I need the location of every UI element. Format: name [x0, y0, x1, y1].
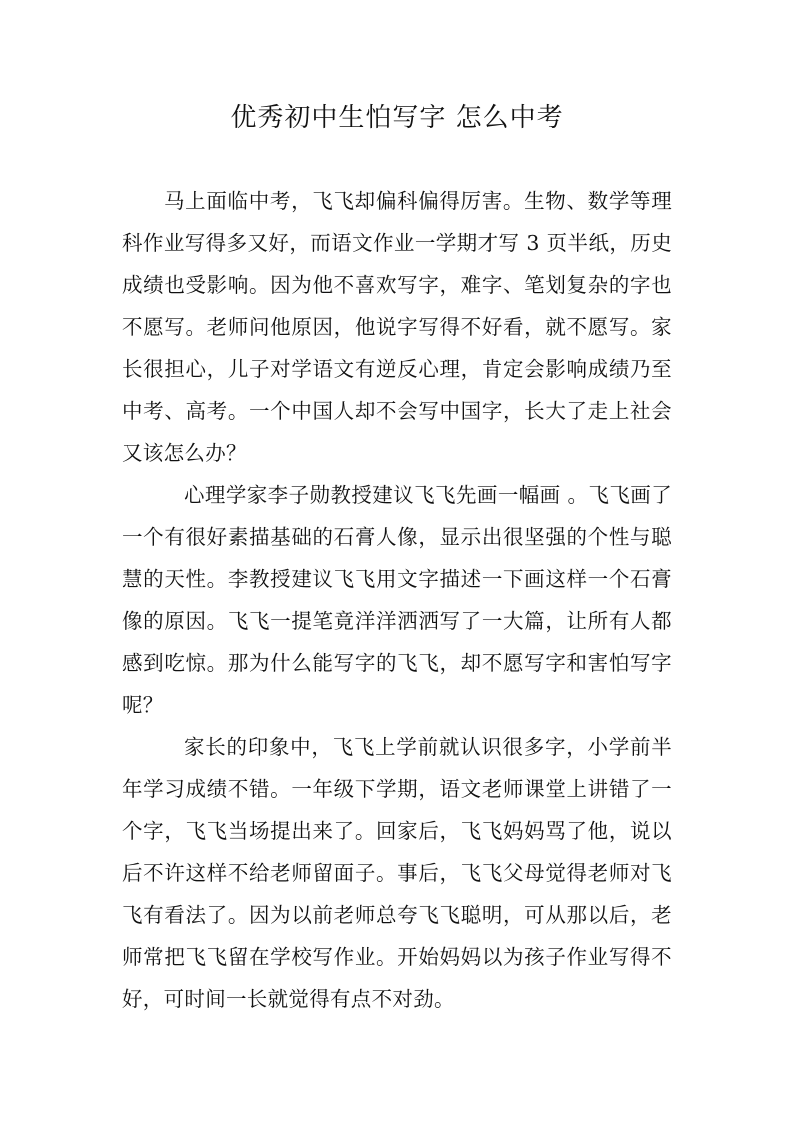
paragraph-3: 家长的印象中，飞飞上学前就认识很多字，小学前半年学习成绩不错。一年级下学期，语文老师课堂上讲错了一个字，飞飞当场提出来了。回家后，飞飞妈妈骂了他，说以后不许这样不给老师留面子。事后，飞飞父母觉得老师对飞飞有看法了。因为以前老师总夸飞飞聪明，可从那以后，老师常把飞飞留在学校写作业。开始妈妈以为孩子作业写得不好，可时间一长就觉得有点不对劲。	[122, 735, 672, 1011]
document-title: 优秀初中生怕写字 怎么中考	[230, 103, 564, 133]
paragraph-2: 心理学家李子勋教授建议飞飞先画一幅画 。飞飞画了一个有很好素描基础的石膏人像，显示出很坚强的个性与聪慧的天性。李教授建议飞飞用文字描述一下画这样一个石膏像的原因。飞飞一提笔竟洋洋洒洒写了一大篇，让所有人都感到吃惊。那为什么能写字的飞飞，却不愿写字和害怕写字呢？	[122, 483, 672, 717]
document-body	[122, 180, 672, 1020]
paragraph-1: 马上面临中考，飞飞却偏科偏得厉害。生物、数学等理科作业写得多又好，而语文作业一学期才写 3 页半纸，历史成绩也受影响。因为他不喜欢写字，难字、笔划复杂的字也不愿写。老师问他原因，他说字写得不好看，就不愿写。家长很担心，儿子对学语文有逆反心理，肯定会影响成绩乃至中考、高考。一个中国人却不会写中国字，长大了走上社会又该怎么办？	[122, 189, 672, 465]
